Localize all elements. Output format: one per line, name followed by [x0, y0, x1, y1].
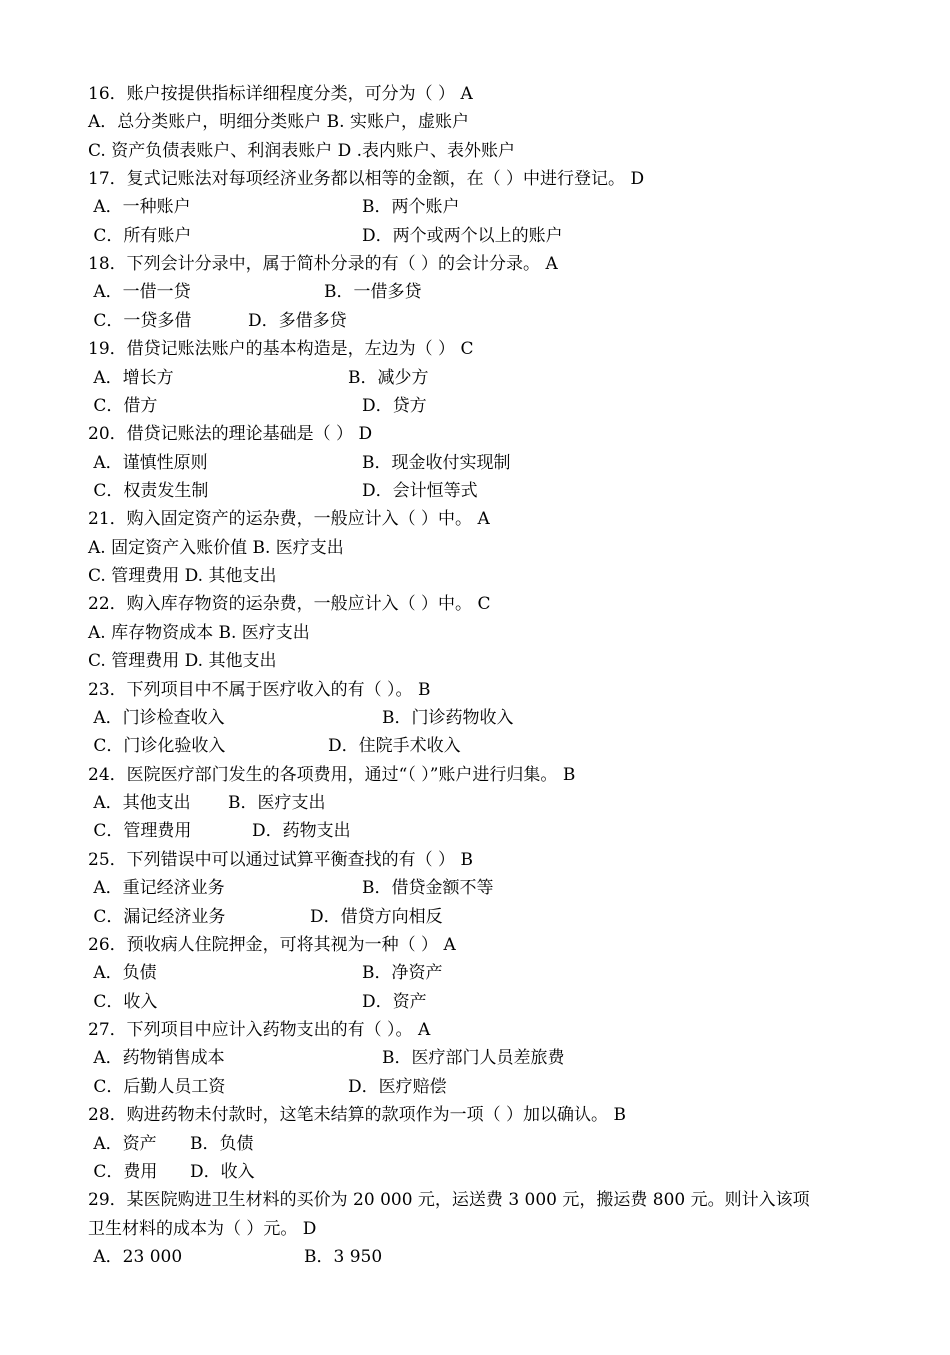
question-25-options-row-2: [88, 903, 443, 931]
option-c: C．后勤人员工资: [88, 1077, 226, 1097]
question-21-options-row-1: A. 固定资产入账价值 B. 医疗支出: [88, 538, 344, 558]
question-22-options-row-1: A. 库存物资成本 B. 医疗支出: [88, 623, 310, 643]
question-28-stem: 28．购进药物未付款时，这笔未结算的款项作为一项（ ）加以确认。 B: [88, 1105, 626, 1125]
question-23-options-row-2: [88, 732, 461, 760]
question-28-options-row-1: [88, 1130, 254, 1158]
option-a: A．药物销售成本: [88, 1048, 225, 1068]
question-19-options-row-1: [88, 364, 429, 392]
question-21-stem: 21．购入固定资产的运杂费，一般应计入（ ）中。 A: [88, 509, 490, 529]
option-b: B．一借多贷: [324, 282, 422, 302]
option-b: B．门诊药物收入: [382, 708, 514, 728]
question-17-options-row-2: [88, 222, 563, 250]
question-16-options-row-2: C. 资产负债表账户、利润表账户 D .表内账户、表外账户: [88, 141, 516, 161]
question-23-options-row-1: [88, 704, 514, 732]
question-27-options-row-2: [88, 1073, 447, 1101]
option-c: C．管理费用: [88, 821, 192, 841]
question-16-stem: 16．账户按提供指标详细程度分类，可分为（ ） A: [88, 84, 473, 104]
question-27-stem: 27．下列项目中应计入药物支出的有（ ）。 A: [88, 1020, 431, 1040]
question-19-options-row-2: [88, 392, 427, 420]
option-d: D．多借多贷: [248, 311, 347, 331]
question-20-options-row-1: [88, 449, 511, 477]
question-20-options-row-2: [88, 477, 478, 505]
option-a: A．门诊检查收入: [88, 708, 225, 728]
question-29-options-row-1: [88, 1243, 383, 1271]
option-d: D．会计恒等式: [362, 481, 478, 501]
option-d: D．借贷方向相反: [310, 907, 443, 927]
option-d: D．药物支出: [252, 821, 351, 841]
question-24-options-row-2: [88, 817, 351, 845]
option-b: B．借贷金额不等: [362, 878, 494, 898]
question-25-stem: 25．下列错误中可以通过试算平衡查找的有（ ） B: [88, 850, 473, 870]
option-a: A．重记经济业务: [88, 878, 225, 898]
option-c: C．费用: [88, 1162, 158, 1182]
option-d: D．住院手术收入: [328, 736, 461, 756]
question-26-stem: 26．预收病人住院押金，可将其视为一种（ ） A: [88, 935, 456, 955]
option-a: A．资产: [88, 1134, 157, 1154]
question-18-options-row-2: [88, 307, 347, 335]
option-b: B．减少方: [348, 368, 429, 388]
question-22-options-row-2: C. 管理费用 D. 其他支出: [88, 651, 277, 671]
option-d: D．收入: [190, 1162, 255, 1182]
option-a: A．一借一贷: [88, 282, 191, 302]
option-a: A．一种账户: [88, 197, 191, 217]
option-c: C．漏记经济业务: [88, 907, 226, 927]
option-c: C．权责发生制: [88, 481, 209, 501]
option-c: C．一贷多借: [88, 311, 192, 331]
option-d: D．医疗赔偿: [348, 1077, 447, 1097]
option-b: B．3 950: [304, 1247, 383, 1267]
option-c: C．所有账户: [88, 226, 192, 246]
option-d: D．两个或两个以上的账户: [362, 226, 563, 246]
option-d: D．贷方: [362, 396, 427, 416]
option-b: B．医疗部门人员差旅费: [382, 1048, 565, 1068]
option-d: D．资产: [362, 992, 427, 1012]
question-21-options-row-2: C. 管理费用 D. 其他支出: [88, 566, 277, 586]
option-b: B．现金收付实现制: [362, 453, 511, 473]
option-b: B．净资产: [362, 963, 443, 983]
question-20-stem: 20．借贷记账法的理论基础是（ ） D: [88, 424, 373, 444]
question-25-options-row-1: [88, 874, 494, 902]
option-b: B．医疗支出: [228, 793, 326, 813]
question-26-options-row-2: [88, 988, 427, 1016]
question-16-options-row-1: A．总分类账户，明细分类账户 B. 实账户，虚账户: [88, 112, 469, 132]
option-c: C．借方: [88, 396, 158, 416]
question-17-stem: 17．复式记账法对每项经济业务都以相等的金额，在（ ）中进行登记。 D: [88, 169, 645, 189]
question-22-stem: 22．购入库存物资的运杂费，一般应计入（ ）中。 C: [88, 594, 491, 614]
option-a: A．其他支出: [88, 793, 191, 813]
question-18-stem: 18．下列会计分录中，属于简朴分录的有（ ）的会计分录。 A: [88, 254, 558, 274]
question-18-options-row-1: [88, 278, 422, 306]
question-23-stem: 23．下列项目中不属于医疗收入的有（ ）。 B: [88, 680, 431, 700]
option-b: B．负债: [190, 1134, 254, 1154]
question-28-options-row-2: [88, 1158, 255, 1186]
option-c: C．门诊化验收入: [88, 736, 226, 756]
question-27-options-row-1: [88, 1044, 565, 1072]
question-24-options-row-1: [88, 789, 326, 817]
question-26-options-row-1: [88, 959, 443, 987]
option-b: B．两个账户: [362, 197, 460, 217]
question-29-stem: 29．某医院购进卫生材料的买价为 20 000 元，运送费 3 000 元，搬运费 800 元。则计入该项: [88, 1190, 810, 1210]
option-c: C．收入: [88, 992, 158, 1012]
question-17-options-row-1: [88, 193, 460, 221]
option-a: A．谨慎性原则: [88, 453, 208, 473]
question-29-stem-continued: 卫生材料的成本为（ ）元。 D: [88, 1219, 317, 1239]
question-24-stem: 24．医院医疗部门发生的各项费用，通过“（ ）”账户进行归集。 B: [88, 765, 576, 785]
option-a: A．增长方: [88, 368, 174, 388]
question-19-stem: 19．借贷记账法账户的基本构造是，左边为（ ） C: [88, 339, 474, 359]
option-a: A．负债: [88, 963, 157, 983]
option-a: A．23 000: [88, 1247, 183, 1267]
